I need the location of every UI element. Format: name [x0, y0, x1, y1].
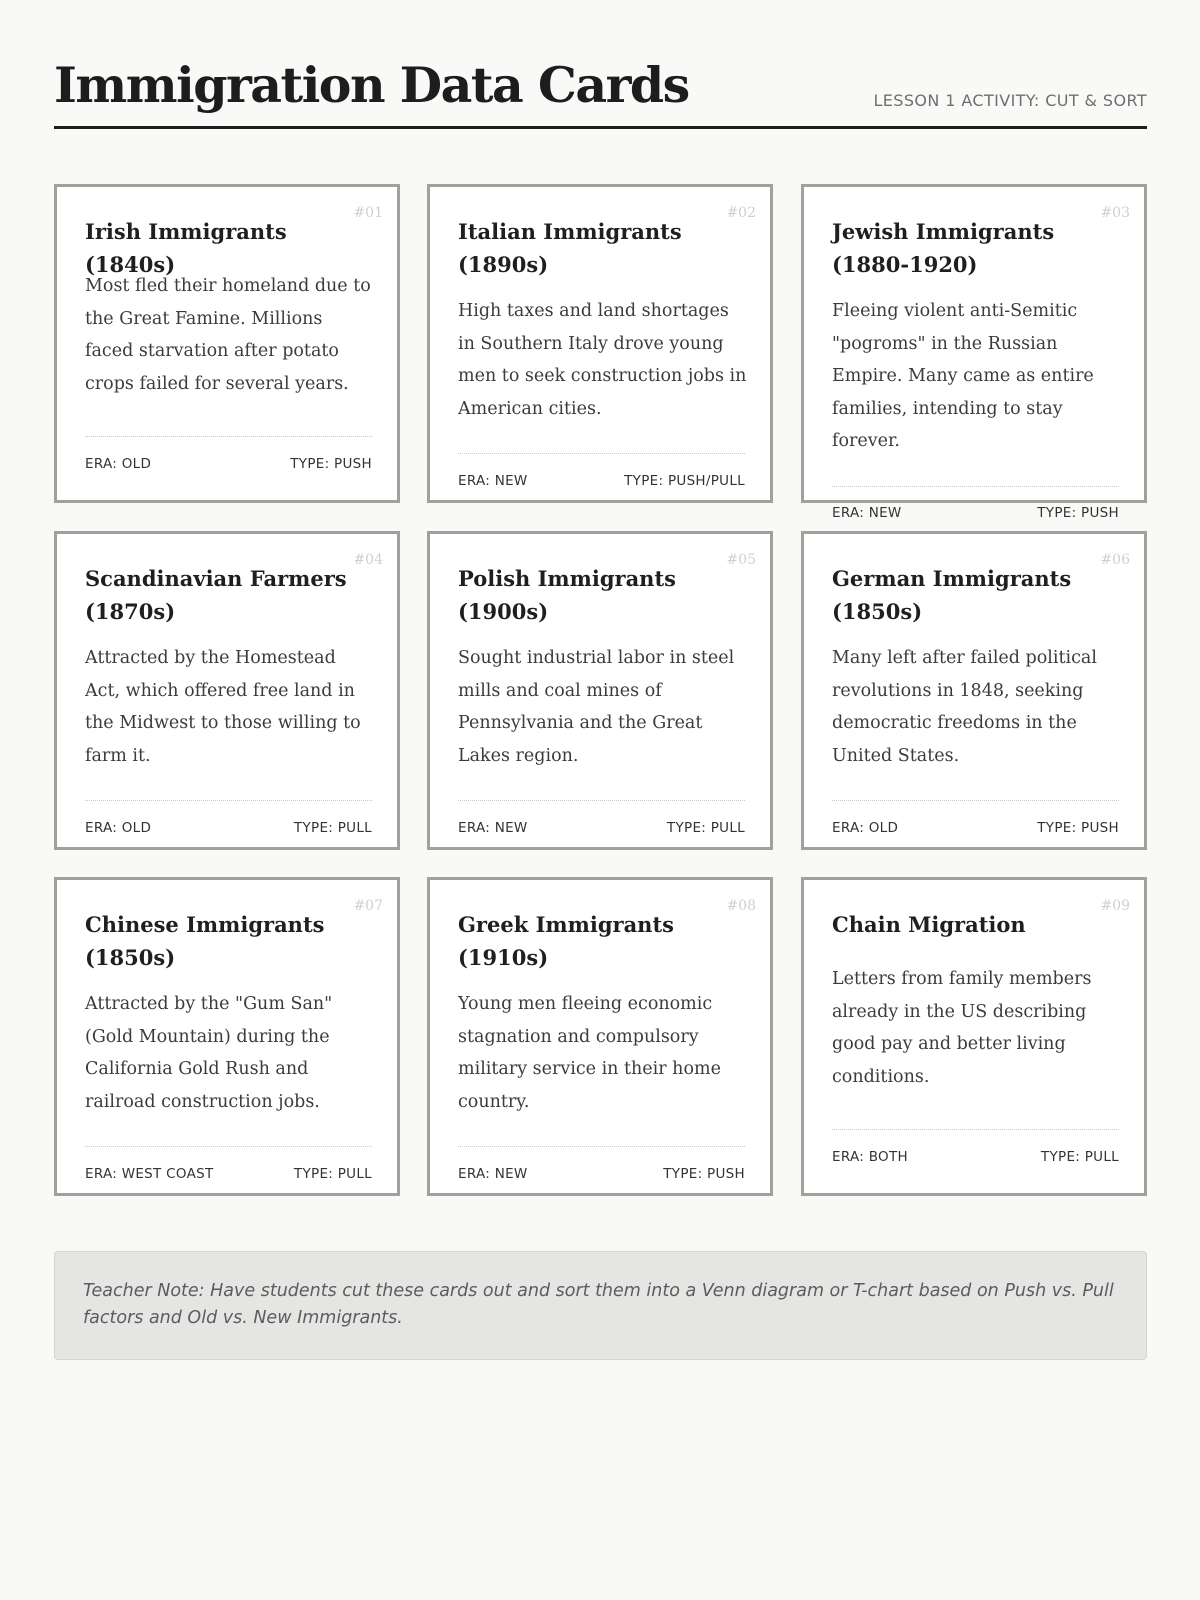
type-label: TYPE: PULL	[293, 820, 372, 836]
card-footer	[85, 820, 372, 836]
card-number: #06	[1100, 552, 1130, 568]
era-label: ERA: WEST COAST	[85, 1166, 214, 1182]
card-divider	[458, 800, 745, 801]
era-label: ERA: NEW	[458, 820, 528, 836]
data-card	[54, 184, 400, 503]
card-title: Chinese Immigrants (1850s)	[85, 912, 325, 970]
card-description: High taxes and land shortages in Southern Italy drove young men to seek construction jobs in American cities.	[458, 301, 747, 419]
card-divider	[85, 800, 372, 801]
era-label: ERA: OLD	[85, 820, 152, 836]
card-number: #01	[353, 205, 383, 221]
card-divider	[832, 1129, 1119, 1130]
era-label: ERA: NEW	[458, 1166, 528, 1182]
type-label: TYPE: PULL	[293, 1166, 372, 1182]
card-description: Most fled their homeland due to the Great Famine. Millions faced starvation after potato crops failed for several years.	[85, 276, 371, 394]
data-card	[801, 184, 1147, 521]
era-label: ERA: NEW	[832, 505, 902, 521]
card-description: Young men fleeing economic stagnation and compulsory military service in their home country.	[458, 994, 721, 1112]
card-divider	[458, 1146, 745, 1147]
card-title: Chain Migration	[832, 912, 1026, 937]
card-footer	[832, 820, 1119, 836]
card-divider	[458, 453, 745, 454]
card-number: #05	[726, 552, 756, 568]
data-card	[801, 531, 1147, 850]
card-number: #02	[726, 205, 756, 221]
card-footer	[458, 1166, 745, 1182]
card-description: Attracted by the "Gum San" (Gold Mountain) during the California Gold Rush and railroad construction jobs.	[85, 994, 333, 1112]
era-label: ERA: NEW	[458, 473, 528, 489]
data-card	[427, 184, 773, 503]
card-title: Greek Immigrants (1910s)	[458, 912, 674, 970]
card-number: #07	[353, 898, 383, 914]
data-card	[54, 877, 400, 1196]
page-title: Immigration Data Cards	[54, 56, 689, 114]
card-title: German Immigrants (1850s)	[832, 566, 1072, 624]
lesson-subtitle: LESSON 1 ACTIVITY: CUT & SORT	[873, 91, 1147, 110]
card-number: #09	[1100, 898, 1130, 914]
type-label: TYPE: PULL	[1040, 1149, 1119, 1165]
card-number: #03	[1100, 205, 1130, 221]
data-card	[427, 877, 773, 1196]
type-label: TYPE: PUSH	[1037, 505, 1119, 521]
card-divider	[85, 436, 372, 437]
type-label: TYPE: PULL	[666, 820, 745, 836]
card-footer	[458, 820, 745, 836]
card-title: Jewish Immigrants (1880-1920)	[832, 219, 1055, 277]
card-title: Polish Immigrants (1900s)	[458, 566, 676, 624]
type-label: TYPE: PUSH/PULL	[624, 473, 745, 489]
card-footer	[85, 1166, 372, 1182]
era-label: ERA: OLD	[85, 456, 152, 472]
card-footer	[832, 505, 1119, 521]
card-title: Scandinavian Farmers (1870s)	[85, 566, 347, 624]
teacher-note-text: Teacher Note: Have students cut these cards out and sort them into a Venn diagram or T-chart based on Push vs. Pull factors and Old vs. New Immigrants.	[83, 1281, 1114, 1328]
data-card	[801, 877, 1147, 1196]
card-footer	[832, 1149, 1119, 1165]
card-divider	[85, 1146, 372, 1147]
card-number: #04	[353, 552, 383, 568]
era-label: ERA: BOTH	[832, 1149, 908, 1165]
card-number: #08	[726, 898, 756, 914]
card-divider	[832, 486, 1119, 487]
page-header	[54, 54, 1147, 129]
card-description: Fleeing violent anti-Semitic "pogroms" in the Russian Empire. Many came as entire families, intending to stay forever.	[832, 301, 1094, 451]
card-title: Italian Immigrants (1890s)	[458, 219, 682, 277]
era-label: ERA: OLD	[832, 820, 899, 836]
card-footer	[85, 456, 372, 472]
card-description: Many left after failed political revolutions in 1848, seeking democratic freedoms in the United States.	[832, 648, 1097, 766]
data-card	[54, 531, 400, 850]
card-title: Irish Immigrants (1840s)	[85, 219, 287, 277]
type-label: TYPE: PUSH	[290, 456, 372, 472]
teacher-note	[54, 1251, 1147, 1360]
card-description: Letters from family members already in the US describing good pay and better living conditions.	[832, 969, 1092, 1087]
card-divider	[832, 800, 1119, 801]
type-label: TYPE: PUSH	[663, 1166, 745, 1182]
card-description: Sought industrial labor in steel mills and coal mines of Pennsylvania and the Great Lakes region.	[458, 648, 735, 766]
type-label: TYPE: PUSH	[1037, 820, 1119, 836]
card-footer	[458, 473, 745, 489]
data-card	[427, 531, 773, 850]
card-description: Attracted by the Homestead Act, which offered free land in the Midwest to those willing to farm it.	[85, 648, 361, 766]
